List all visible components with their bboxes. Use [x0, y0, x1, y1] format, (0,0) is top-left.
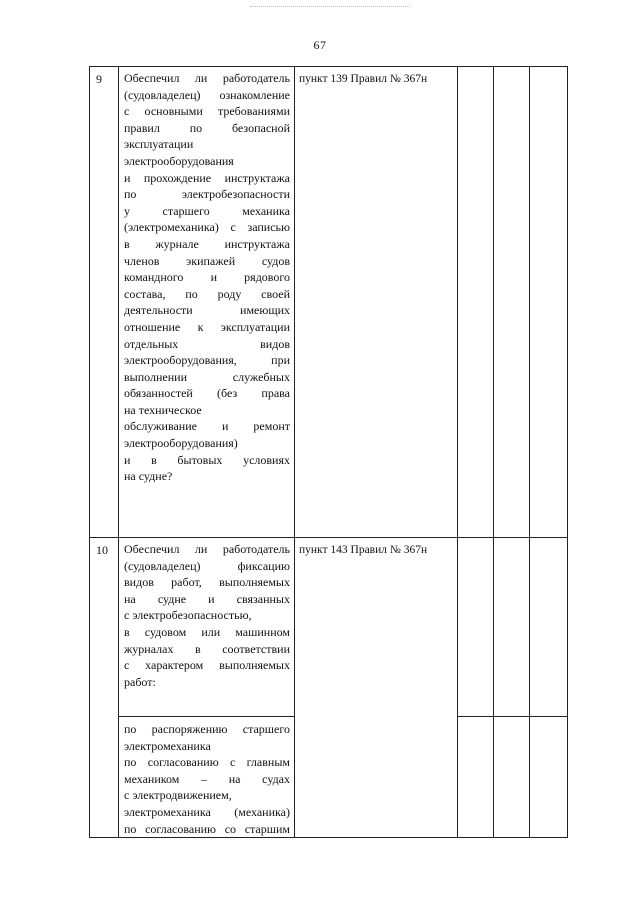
question-line: обслуживание и ремонт — [124, 419, 290, 434]
question-line: отдельных видов — [124, 336, 290, 351]
question-line: (судовладелец) фиксацию — [124, 558, 290, 573]
question-line: на судне? — [124, 469, 173, 484]
question-text — [119, 538, 294, 690]
reference-cell — [295, 67, 458, 538]
question-line: видов работ, выполняемых — [124, 575, 290, 590]
answer-yes-cell[interactable] — [458, 67, 494, 538]
question-line: отношение к эксплуатации — [124, 319, 290, 334]
question-line: в судовом или машинном — [124, 624, 290, 639]
question-line: членов экипажей судов — [124, 253, 290, 268]
question-line: и прохождение инструктажа — [124, 170, 290, 185]
question-line: Обеспечил ли работодатель — [124, 542, 290, 556]
page-number: 67 — [313, 38, 327, 52]
question-line: на техническое — [124, 402, 202, 417]
answer-na-cell[interactable] — [530, 538, 568, 717]
question-line: электрооборудования — [124, 153, 234, 168]
question-line: состава, по роду своей — [124, 286, 290, 301]
row-number-cell — [90, 538, 119, 838]
answer-no-cell[interactable] — [494, 717, 530, 838]
question-line: эксплуатации — [124, 137, 194, 152]
question-line: деятельности имеющих — [124, 303, 290, 318]
question-line: электромеханика — [124, 738, 211, 753]
question-line: по распоряжению старшего — [124, 722, 290, 736]
question-cell — [119, 67, 295, 538]
table-row — [90, 67, 568, 538]
legal-reference: пункт 143 Правил № 367н — [299, 544, 428, 556]
sub-question-cell — [119, 717, 295, 838]
checklist-table — [89, 66, 568, 838]
legal-reference: пункт 139 Правил № 367н — [299, 73, 428, 85]
question-line: по согласованию с главным — [124, 755, 290, 770]
answer-na-cell[interactable] — [530, 717, 568, 838]
question-line: (электромеханика) с записью — [124, 220, 290, 235]
top-dotted-rule — [250, 6, 410, 7]
answer-yes-cell[interactable] — [458, 538, 494, 717]
sub-question-text — [119, 717, 294, 837]
question-line: электрооборудования) — [124, 436, 238, 451]
question-line: с электродвижением, — [124, 788, 232, 803]
question-line: с характером выполняемых — [124, 658, 290, 673]
row-number: 9 — [96, 72, 102, 86]
question-line: обязанностей (без права — [124, 386, 290, 401]
answer-no-cell[interactable] — [494, 538, 530, 717]
answer-no-cell[interactable] — [494, 67, 530, 538]
table-row — [90, 538, 568, 717]
answer-na-cell[interactable] — [530, 67, 568, 538]
question-line: в журнале инструктажа — [124, 236, 290, 251]
row-number: 10 — [96, 543, 108, 557]
row-number-cell — [90, 67, 119, 538]
answer-yes-cell[interactable] — [458, 717, 494, 838]
question-line: работ: — [124, 674, 156, 689]
question-line: у старшего механика — [124, 203, 290, 218]
question-line: правил по безопасной — [124, 120, 290, 135]
question-line: выполнении служебных — [124, 369, 290, 384]
question-cell — [119, 538, 295, 717]
question-line: и в бытовых условиях — [124, 452, 290, 467]
question-line: Обеспечил ли работодатель — [124, 71, 290, 85]
question-line: по согласованию со старшим — [124, 821, 290, 836]
question-line: электрооборудования, при — [124, 353, 290, 368]
question-text — [119, 67, 294, 485]
question-line: командного и рядового — [124, 270, 290, 285]
question-line: с электробезопасностью, — [124, 608, 252, 623]
question-line: электромеханика (механика) — [124, 804, 290, 819]
reference-cell — [295, 538, 458, 838]
question-line: с основными требованиями — [124, 104, 290, 119]
question-line: по электробезопасности — [124, 187, 290, 202]
question-line: механиком – на судах — [124, 771, 290, 786]
question-line: (судовладелец) ознакомление — [124, 87, 290, 102]
question-line: журналах в соответствии — [124, 641, 290, 656]
question-line: на судне и связанных — [124, 591, 290, 606]
